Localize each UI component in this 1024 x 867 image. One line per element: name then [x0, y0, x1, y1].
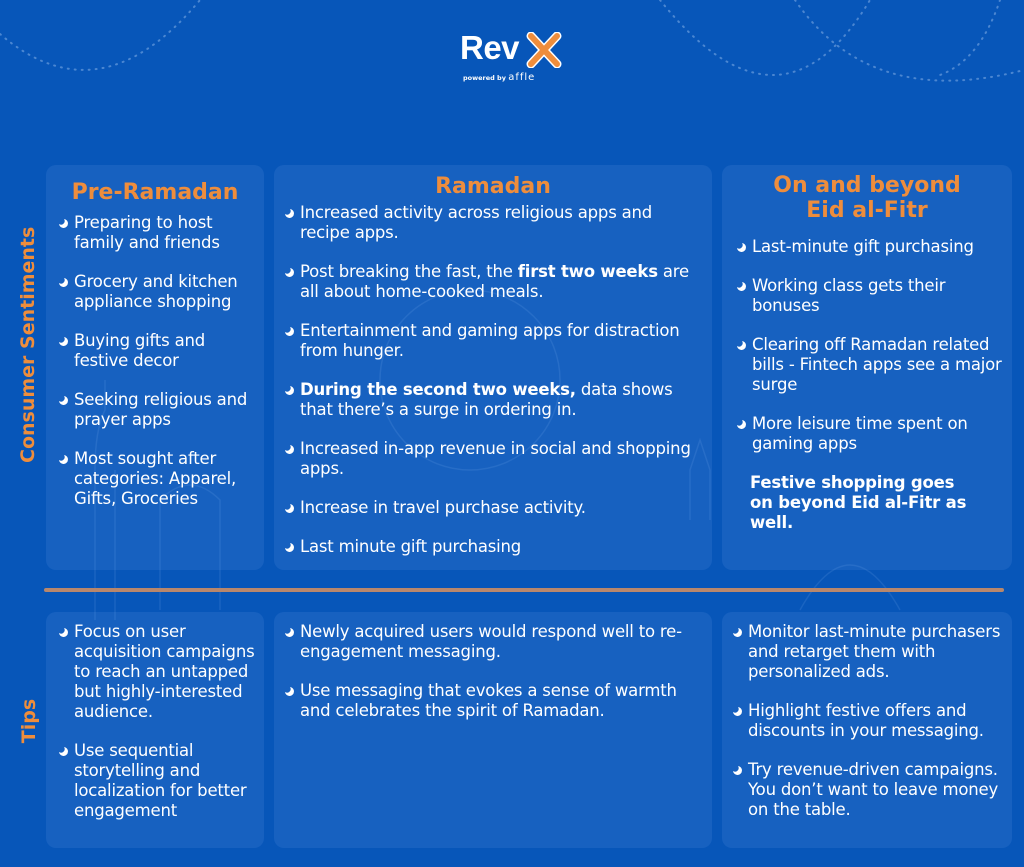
highlight-note: Festive shopping goes on beyond Eid al-Fitr as well. [750, 473, 967, 532]
crescent-bullet-icon [284, 385, 294, 395]
panel-eid-tips [722, 612, 1012, 848]
list-item: Use sequential storytelling and localization for better engagement [58, 741, 258, 821]
crescent-bullet-icon [732, 627, 742, 637]
crescent-bullet-icon [736, 419, 746, 429]
list-item: Entertainment and gaming apps for distraction from hunger. [284, 321, 706, 361]
sentiment-list [46, 213, 264, 509]
crescent-bullet-icon [58, 395, 68, 405]
list-item: Seeking religious and prayer apps [58, 390, 258, 430]
column-title-pre-ramadan: Pre-Ramadan [71, 180, 239, 205]
column-title-eid: On and beyond Eid al-Fitr [773, 173, 961, 223]
crescent-bullet-icon [284, 208, 294, 218]
logo-x-icon [526, 32, 562, 68]
panel-ramadan-sentiments [274, 165, 712, 570]
row-label-tips: Tips [18, 698, 40, 744]
crescent-bullet-icon [736, 281, 746, 291]
crescent-bullet-icon [284, 444, 294, 454]
list-item: During the second two weeks, data shows that there’s a surge in ordering in. [284, 380, 706, 420]
list-item: Preparing to host family and friends [58, 213, 258, 253]
list-item: Monitor last-minute purchasers and retarget them with personalized ads. [732, 622, 1006, 682]
logo-wordmark: Rev [460, 29, 520, 66]
crescent-bullet-icon [284, 326, 294, 336]
list-item: Working class gets their bonuses [736, 276, 1006, 316]
crescent-bullet-icon [284, 627, 294, 637]
list-item: Try revenue-driven campaigns. You don’t want to leave money on the table. [732, 760, 1006, 820]
crescent-bullet-icon [58, 454, 68, 464]
crescent-bullet-icon [732, 765, 742, 775]
list-item: Buying gifts and festive decor [58, 331, 258, 371]
list-item: Last-minute gift purchasing [736, 237, 1006, 257]
list-item: Post breaking the fast, the first two weeks are all about home-cooked meals. [284, 262, 706, 302]
powered-by-label: powered by affle [463, 72, 536, 83]
crescent-bullet-icon [58, 277, 68, 287]
list-item: Last minute gift purchasing [284, 537, 706, 557]
tips-list [274, 612, 712, 721]
row-label-consumer-sentiments: Consumer Sentiments [17, 226, 39, 463]
crescent-moon-icon [126, 120, 166, 160]
list-item: Increased in-app revenue in social and shopping apps. [284, 439, 706, 479]
list-item: Most sought after categories: Apparel, Gifts, Groceries [58, 449, 258, 509]
crescent-bullet-icon [284, 542, 294, 552]
affle-logo: affle [508, 72, 536, 83]
crescent-bullet-icon [58, 627, 68, 637]
crescent-bullet-icon [732, 706, 742, 716]
list-item: Clearing off Ramadan related bills - Fintech apps see a major surge [736, 335, 1006, 395]
panel-eid-sentiments [722, 165, 1012, 570]
list-item: Use messaging that evokes a sense of warmth and celebrates the spirit of Ramadan. [284, 681, 706, 721]
revx-logo [460, 30, 570, 90]
sentiment-list [274, 203, 712, 557]
section-divider [44, 588, 1004, 592]
sentiment-list [722, 237, 1012, 454]
column-title-ramadan: Ramadan [435, 174, 551, 199]
list-item: Grocery and kitchen appliance shopping [58, 272, 258, 312]
list-item: Increase in travel purchase activity. [284, 498, 706, 518]
tips-list [46, 612, 264, 821]
list-item: Newly acquired users would respond well to re-engagement messaging. [284, 622, 706, 662]
crescent-bullet-icon [736, 242, 746, 252]
panel-pre-ramadan-tips [46, 612, 264, 848]
crescent-bullet-icon [284, 503, 294, 513]
list-item: Highlight festive offers and discounts in your messaging. [732, 701, 1006, 741]
panel-ramadan-tips [274, 612, 712, 848]
tips-list [722, 612, 1012, 820]
list-item: More leisure time spent on gaming apps [736, 414, 1006, 454]
crescent-bullet-icon [58, 746, 68, 756]
crescent-bullet-icon [736, 340, 746, 350]
crescent-bullet-icon [58, 336, 68, 346]
crescent-bullet-icon [58, 218, 68, 228]
crescent-moon-icon [490, 118, 530, 158]
crescent-bullet-icon [284, 686, 294, 696]
crescent-bullet-icon [284, 267, 294, 277]
list-item: Increased activity across religious apps and recipe apps. [284, 203, 706, 243]
crescent-moon-icon [843, 120, 883, 160]
list-item: Focus on user acquisition campaigns to reach an untapped but highly-interested audience. [58, 622, 258, 722]
panel-pre-ramadan-sentiments [46, 165, 264, 570]
